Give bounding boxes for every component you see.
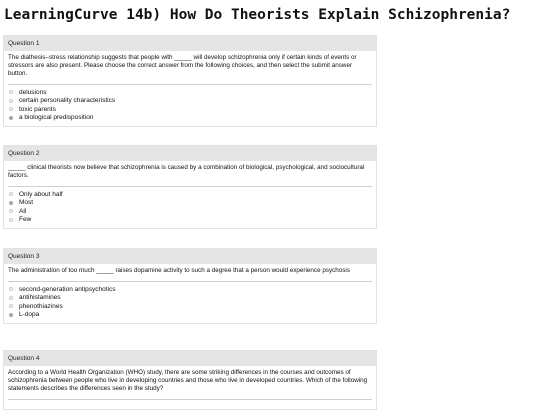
question-1-option-4[interactable] (9, 114, 372, 123)
question-2-card (3, 145, 377, 229)
question-1-text: The diathesis–stress relationship suggests that people with _____ will develop schizophrenia only if certain kinds of events or stressors are also present. Please choose the correct answer from the following choices, and then select the submit answer button. (8, 54, 357, 77)
radio-button[interactable] (9, 313, 13, 317)
question-1-option-3[interactable] (9, 105, 372, 114)
question-3-option-4[interactable] (9, 311, 372, 320)
question-2-header: Question 2 (4, 146, 376, 161)
option-label: antihistamines (19, 294, 61, 302)
radio-button[interactable] (9, 287, 13, 291)
question-3-options (4, 282, 376, 323)
radio-button[interactable] (9, 201, 13, 205)
question-2-option-3[interactable] (9, 207, 372, 216)
question-3-text: The administration of too much _____ raises dopamine activity to such a degree that a person would experience psychosis (8, 267, 350, 274)
option-label: Most (19, 199, 34, 207)
radio-button[interactable] (9, 192, 13, 196)
question-1-card (3, 35, 377, 127)
question-4-divider (8, 399, 372, 400)
question-1-option-1[interactable] (9, 88, 372, 97)
option-label: All (19, 207, 27, 215)
question-2-option-2[interactable] (9, 199, 372, 208)
question-2-option-4[interactable] (9, 216, 372, 225)
question-1-options (4, 85, 376, 126)
radio-button[interactable] (9, 218, 13, 222)
option-label: Few (19, 216, 32, 224)
question-3-option-1[interactable] (9, 285, 372, 294)
radio-button[interactable] (9, 107, 13, 111)
question-3-card (3, 248, 377, 324)
question-4-card (3, 350, 377, 410)
option-label: delusions (19, 88, 47, 96)
question-3-header: Question 3 (4, 249, 376, 264)
radio-button[interactable] (9, 99, 13, 103)
question-1-option-2[interactable] (9, 97, 372, 106)
option-label: phenothiazines (19, 302, 63, 310)
option-label: a biological predisposition (19, 114, 94, 122)
option-label: Only about half (19, 190, 63, 198)
radio-button[interactable] (9, 304, 13, 308)
option-label: L-dopa (19, 311, 40, 319)
question-3-option-3[interactable] (9, 302, 372, 311)
radio-button[interactable] (9, 296, 13, 300)
question-2-option-1[interactable] (9, 190, 372, 199)
question-2-options (4, 187, 376, 228)
question-2-text: _____ clinical theorists now believe that schizophrenia is caused by a combination of biological, psychological, and sociocultural factors. (8, 164, 365, 179)
option-label: second-generation antipsychotics (19, 285, 116, 293)
radio-button[interactable] (9, 209, 13, 213)
page-title: LearningCurve 14b) How Do Theorists Explain Schizophrenia? (4, 7, 511, 23)
option-label: toxic parents (19, 105, 56, 113)
option-label: certain personality characteristics (19, 97, 116, 105)
question-1-header: Question 1 (4, 36, 376, 51)
question-3-option-2[interactable] (9, 294, 372, 303)
question-4-header: Question 4 (4, 351, 376, 366)
radio-button[interactable] (9, 90, 13, 94)
radio-button[interactable] (9, 116, 13, 120)
question-4-text: According to a World Health Organization (WHO) study, there are some striking differences in the courses and outcomes of schizophrenia between people who live in developing countries and those who live in developed countries. Which of the following statements describes the differences seen in the study? (8, 369, 368, 392)
